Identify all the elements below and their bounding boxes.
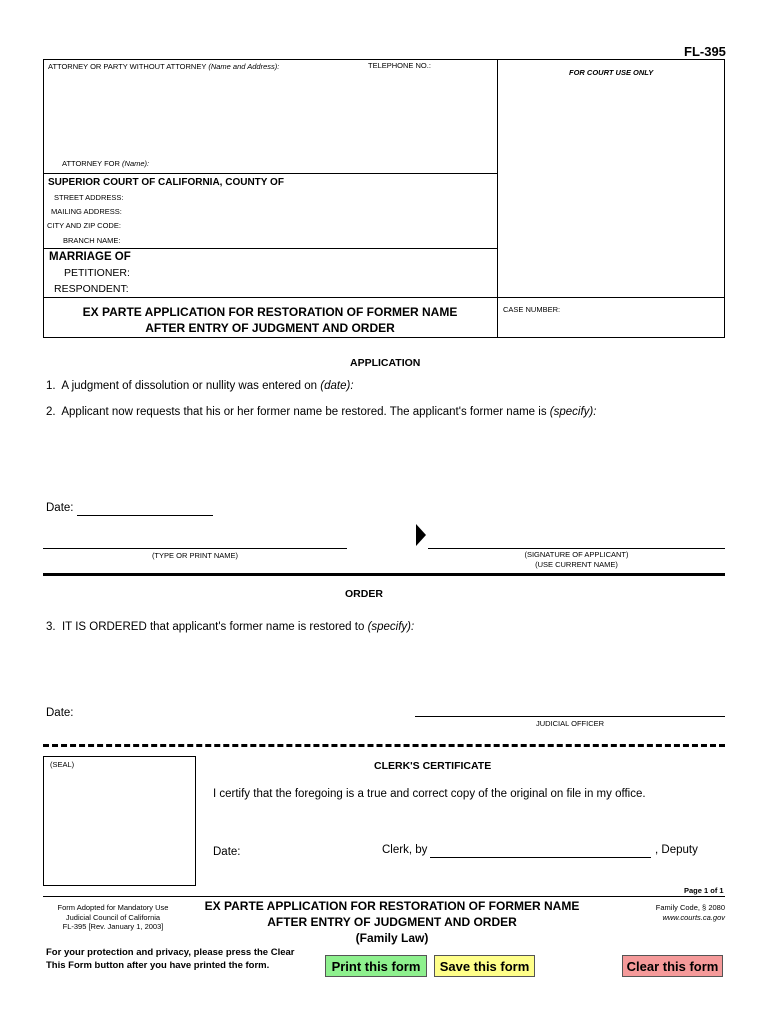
court-title: SUPERIOR COURT OF CALIFORNIA, COUNTY OF: [48, 177, 284, 188]
print-form-button[interactable]: Print this form: [325, 955, 427, 977]
deputy-label: , Deputy: [655, 844, 698, 856]
certify-text: I certify that the foregoing is a true and correct copy of the original on file in my office.: [213, 788, 646, 800]
application-heading: APPLICATION: [350, 357, 421, 369]
court-box-bottom: [43, 248, 497, 249]
city-zip-label: CITY AND ZIP CODE:: [47, 221, 121, 230]
case-number-label: CASE NUMBER:: [503, 305, 561, 314]
order-divider: [43, 573, 725, 576]
attorney-box-bottom: [43, 173, 497, 174]
item-1: 1. A judgment of dissolution or nullity was entered on (date):: [46, 380, 354, 392]
signature-label: (SIGNATURE OF APPLICANT) (USE CURRENT NAME): [524, 550, 629, 569]
type-name-label: (TYPE OR PRINT NAME): [151, 551, 239, 560]
signature-line[interactable]: [428, 548, 725, 549]
form-title: EX PARTE APPLICATION FOR RESTORATION OF FORMER NAME AFTER ENTRY OF JUDGMENT AND ORDER: [82, 305, 458, 335]
clerk-signature-line[interactable]: [430, 857, 651, 858]
clerk-by-label: Clerk, by: [382, 844, 428, 856]
telephone-label: TELEPHONE NO.:: [368, 61, 431, 70]
seal-box: [43, 756, 196, 886]
marriage-of-label: MARRIAGE OF: [49, 251, 131, 263]
court-use-label: FOR COURT USE ONLY: [569, 68, 654, 77]
save-form-button[interactable]: Save this form: [434, 955, 535, 977]
order-heading: ORDER: [345, 588, 383, 600]
item-2: 2. Applicant now requests that his or her former name be restored. The applicant's former name is (specify):: [46, 406, 597, 418]
respondent-label: RESPONDENT:: [54, 283, 129, 295]
type-name-line[interactable]: [43, 548, 347, 549]
page-number: Page 1 of 1: [684, 886, 724, 895]
form-adopted-text: Form Adopted for Mandatory Use Judicial Council of California FL-395 [Rev. January 1, 2003]: [57, 903, 169, 931]
seal-label: (SEAL): [50, 760, 75, 769]
street-address-label: STREET ADDRESS:: [54, 193, 124, 202]
parties-box-bottom: [43, 297, 725, 298]
clear-form-button[interactable]: Clear this form: [622, 955, 723, 977]
attorney-for-label: ATTORNEY FOR (Name):: [62, 159, 150, 168]
branch-name-label: BRANCH NAME:: [63, 236, 121, 245]
form-number: FL-395: [684, 44, 726, 59]
footer-citation: Family Code, § 2080 www.courts.ca.gov: [655, 903, 725, 922]
clerk-date-label: Date:: [213, 846, 241, 858]
signature-arrow-icon: [416, 524, 426, 546]
judicial-officer-line[interactable]: [415, 716, 725, 717]
order-date-label: Date:: [46, 707, 74, 719]
clerk-certificate-heading: CLERK'S CERTIFICATE: [374, 760, 492, 772]
mailing-address-label: MAILING ADDRESS:: [51, 207, 122, 216]
attorney-label: ATTORNEY OR PARTY WITHOUT ATTORNEY (Name and Address):: [48, 62, 280, 71]
petitioner-label: PETITIONER:: [64, 267, 130, 279]
footer-rule: [43, 896, 725, 897]
footer-title: EX PARTE APPLICATION FOR RESTORATION OF FORMER NAME AFTER ENTRY OF JUDGMENT AND ORDER (Family Law): [204, 899, 580, 945]
judicial-officer-label: JUDICIAL OFFICER: [535, 719, 605, 728]
application-date-line[interactable]: [77, 515, 213, 516]
application-date-label: Date:: [46, 502, 74, 514]
privacy-notice: For your protection and privacy, please press the Clear This Form button after you have printed the form.: [46, 947, 295, 971]
item-3: 3. IT IS ORDERED that applicant's former name is restored to (specify):: [46, 621, 415, 633]
clerk-divider: [43, 744, 725, 747]
